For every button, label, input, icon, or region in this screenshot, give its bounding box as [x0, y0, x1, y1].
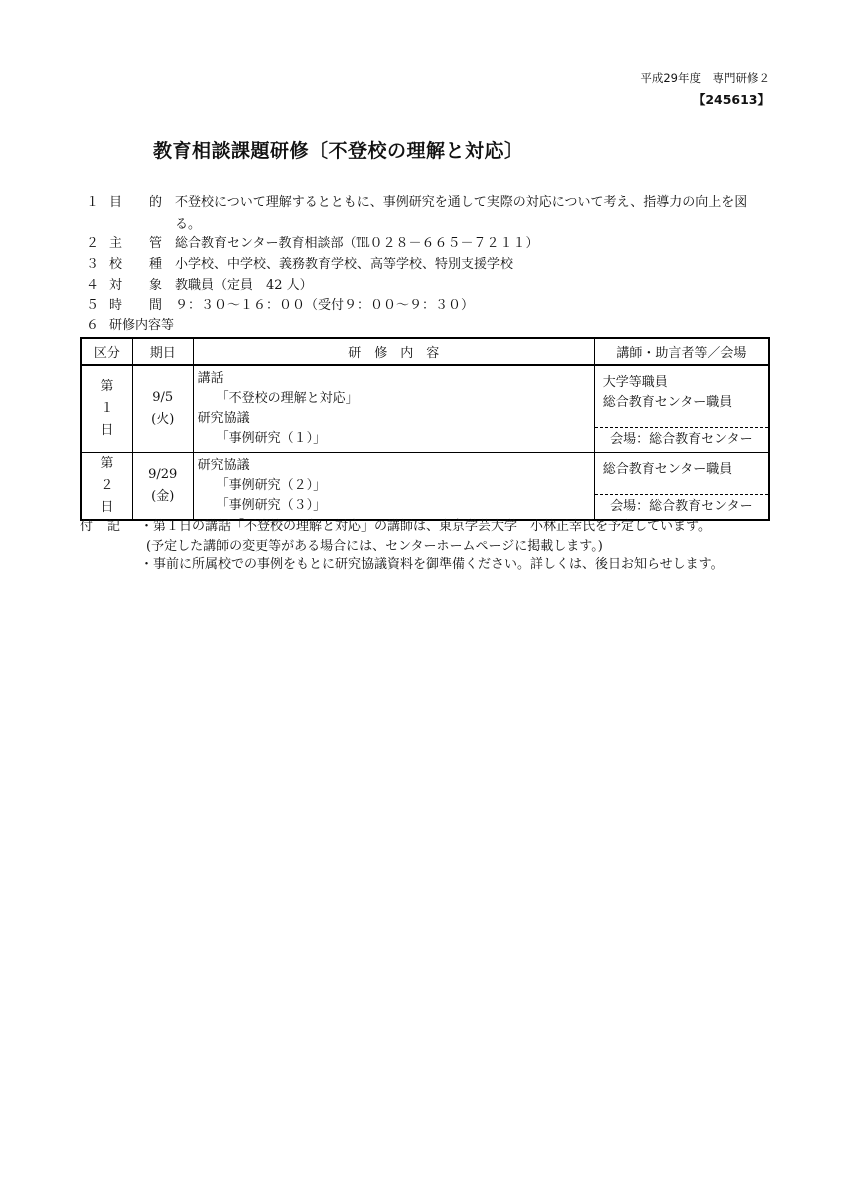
notes-label: 付記 [80, 519, 135, 534]
item-label: 対 象 [109, 278, 170, 293]
header-kubun: 区分 [81, 338, 132, 365]
item-text: ９：３０～１６：００（受付９：００～９：３０） [175, 298, 475, 313]
table-row [81, 453, 769, 521]
day-char: 日 [100, 423, 114, 438]
venue: 会場：総合教育センター [595, 427, 768, 452]
item-text: 不登校について理解するとともに、事例研究を通して実際の対応について考え、指導力の向上を図 [175, 195, 748, 210]
date-cell [132, 365, 193, 453]
item-target [86, 276, 313, 296]
content-cell [193, 365, 594, 453]
item-text: 小学校、中学校、義務教育学校、高等学校、特別支援学校 [175, 257, 514, 272]
content-line: 「事例研究（２）」 [215, 478, 327, 493]
program-category: 平成29年度 専門研修２ [640, 71, 770, 85]
item-label: 校 種 [109, 257, 170, 272]
instructor-cell [594, 453, 769, 521]
item-label: 時 間 [109, 298, 170, 313]
content-line: 講話 [197, 371, 224, 386]
instructor: 総合教育センター職員 [602, 395, 733, 410]
item-number: ５ [86, 298, 100, 313]
instructor-cell [594, 365, 769, 453]
content-line: 「不登校の理解と対応」 [215, 391, 359, 406]
day-char: 第 [100, 379, 114, 394]
item-text: 教職員（定員 42 人） [175, 278, 313, 293]
weekday: (金) [151, 489, 175, 504]
item-organizer [86, 234, 538, 254]
item-number: ４ [86, 278, 100, 293]
content-line: 研究協議 [197, 458, 250, 473]
date: 9/29 [148, 467, 178, 482]
date: 9/5 [152, 390, 174, 405]
item-time [86, 296, 474, 316]
program-code: 【245613】 [692, 92, 770, 107]
day-cell [81, 453, 132, 521]
item-number: ２ [86, 236, 100, 251]
item-text: 総合教育センター教育相談部（℡０２８－６６５－７２１１） [175, 236, 539, 251]
content-line: 「事例研究（３）」 [215, 498, 327, 513]
weekday: (火) [151, 412, 175, 427]
day-char: 日 [100, 500, 114, 515]
header-content: 研 修 内 容 [193, 338, 594, 365]
document-title: 教育相談課題研修〔不登校の理解と対応〕 [153, 140, 524, 162]
item-label: 主 管 [109, 236, 170, 251]
content-line: 「事例研究（１）」 [215, 431, 327, 446]
item-number: ６ [86, 318, 100, 333]
content-line: 研究協議 [197, 411, 250, 426]
item-label: 目 的 [109, 195, 170, 210]
day-cell [81, 365, 132, 453]
header-instructor: 講師・助言者等／会場 [594, 338, 769, 365]
item-number: ３ [86, 257, 100, 272]
item-purpose-continued: る。 [175, 217, 202, 232]
day-char: ２ [100, 478, 114, 493]
item-purpose [86, 193, 747, 213]
day-char: 第 [100, 456, 114, 471]
table-row [81, 365, 769, 453]
item-contents [86, 316, 175, 336]
schedule-table [80, 337, 770, 521]
note-line: ・第１日の講話「不登校の理解と対応」の講師は、東京学芸大学 小林正幸氏を予定しています。 [140, 519, 711, 534]
note-line: (予定した講師の変更等がある場合には、センターホームページに掲載します。) [146, 539, 603, 554]
day-char: １ [100, 401, 114, 416]
item-label: 研修内容等 [109, 318, 175, 333]
table-header-row [81, 338, 769, 365]
header-date: 期日 [132, 338, 193, 365]
content-cell [193, 453, 594, 521]
item-number: １ [86, 195, 100, 210]
item-school-types [86, 255, 513, 275]
date-cell [132, 453, 193, 521]
note-line: ・事前に所属校での事例をもとに研究協議資料を御準備ください。詳しくは、後日お知らせします。 [140, 557, 724, 572]
instructor: 大学等職員 [602, 375, 668, 390]
venue: 会場：総合教育センター [595, 494, 768, 519]
instructor: 総合教育センター職員 [602, 462, 733, 477]
